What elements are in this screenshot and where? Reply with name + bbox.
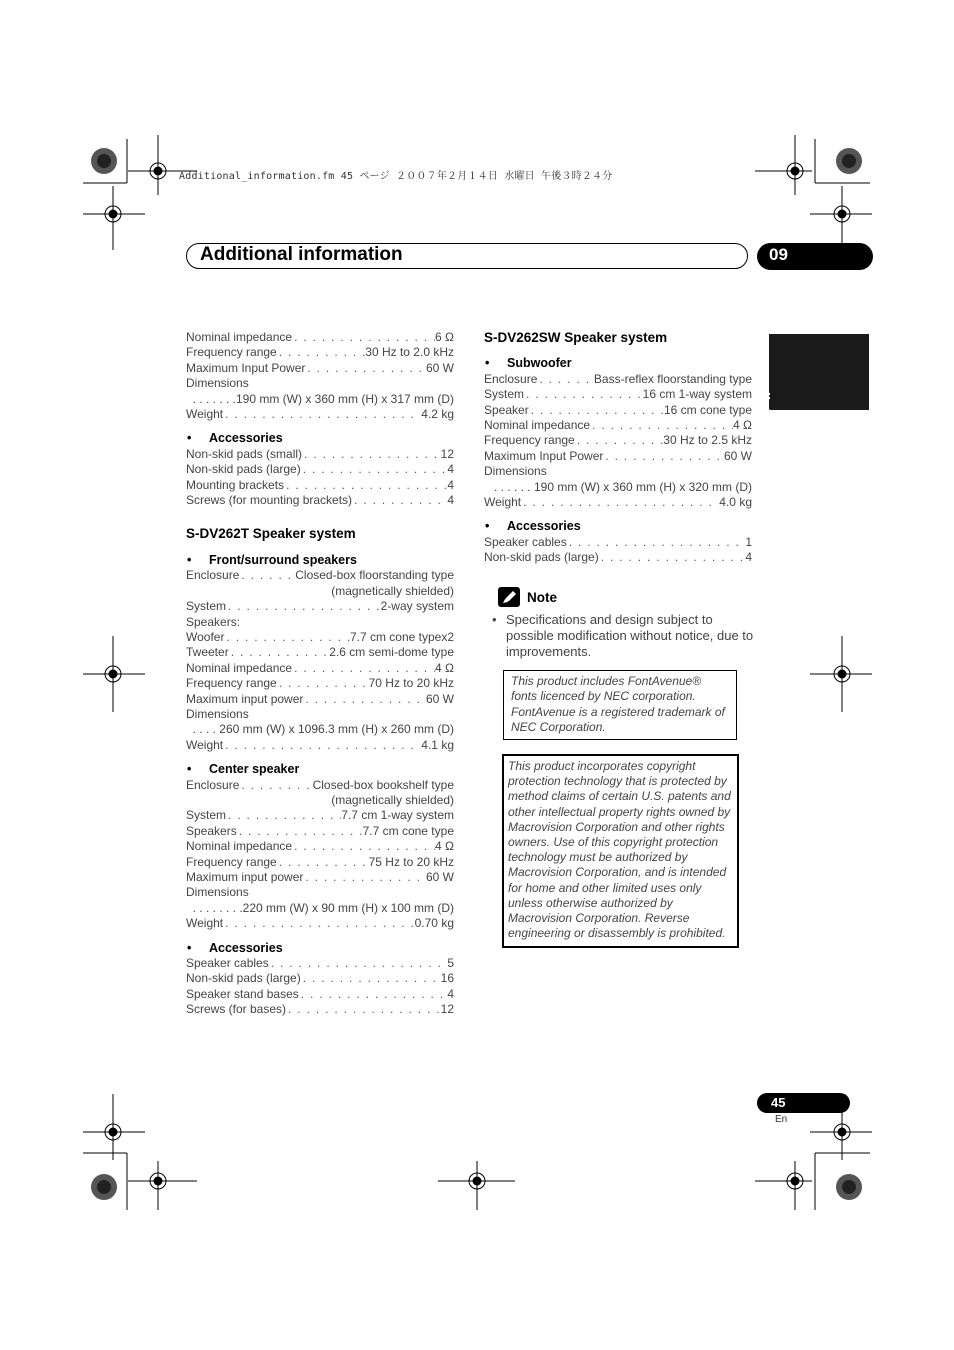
spec-row (484, 403, 752, 418)
leader-dots (529, 403, 664, 418)
leader-dots (567, 535, 746, 550)
leader-dots (226, 808, 341, 823)
center-dimensions-label: Dimensions (186, 885, 249, 900)
fontavenue-notice: This product includes FontAvenue® fonts licenced by NEC corporation. FontAvenue is a registered trademark of NEC Corporation. (503, 670, 737, 740)
spec-label: Mounting brackets (186, 477, 285, 492)
spec-row (186, 330, 454, 345)
spec-row (484, 495, 752, 510)
spec-row (186, 870, 454, 885)
spec-label: Nominal impedance (484, 418, 591, 433)
spec-row (186, 676, 454, 691)
leader-dots (575, 433, 664, 448)
spec-label: Speaker (484, 402, 529, 417)
note-text: Specifications and design subject to possible modification without notice, due to improvements. (506, 612, 754, 659)
spec-label: Screws (for bases) (186, 1002, 287, 1017)
front-surround-heading: • Front/surround speakers (187, 552, 357, 567)
spec-row (186, 568, 454, 583)
note-list (492, 612, 757, 660)
front-dimensions-label: Dimensions (186, 706, 249, 721)
copyright-notice: This product incorporates copyright protection technology that is protected by method claims of certain U.S. patents and other intellectual property rights owned by Macrovision Corporation and other rights owners. Use of this copyright protection technology must be authorized by Macrovision Corporation, and is intended for home and other limited uses only unless otherwise authorized by Macrovision Corporation. Reverse engineering or disassembly is prohibited. (502, 754, 739, 948)
spec-row (484, 387, 752, 402)
spec-value: 4.1 kg (421, 737, 454, 752)
left-column (186, 330, 454, 1018)
s-dv262sw-heading: S-DV262SW Speaker system (484, 330, 668, 345)
spec-row (186, 661, 454, 676)
leader-dots (239, 568, 295, 583)
spec-row (484, 550, 752, 565)
spec-value: 4 (745, 550, 752, 565)
spec-label: Maximum Input Power (186, 360, 306, 375)
spec-value: 30 Hz to 2.5 kHz (663, 433, 752, 448)
spec-row (186, 645, 454, 660)
page-number: 45 (771, 1095, 786, 1110)
spec-value: 4 Ω (435, 660, 454, 675)
leader-dots (301, 971, 441, 986)
leader-dots (224, 630, 349, 645)
spec-label: Enclosure (484, 371, 538, 386)
spec-row (484, 433, 752, 448)
note-bullet: • (492, 612, 497, 627)
leader-dots (229, 645, 330, 660)
spec-row (186, 855, 454, 870)
spec-label: Speaker cables (186, 956, 269, 971)
spec-label: Maximum Input Power (484, 448, 604, 463)
spec-label: Speakers (186, 823, 237, 838)
spec-row (186, 599, 454, 614)
spec-label: Weight (186, 407, 224, 422)
spec-value: 2.6 cm semi-dome type (329, 645, 454, 660)
spec-value: 16 cm 1-way system (642, 387, 752, 402)
spec-label: Enclosure (186, 777, 240, 792)
spec-value: 16 cm cone type (663, 402, 752, 417)
right-column (484, 330, 752, 566)
spec-row (186, 630, 454, 645)
center-dimensions-value: . . . . . . . .220 mm (W) x 90 mm (H) x 100 mm (D) (192, 900, 454, 915)
spec-value: 12 (440, 446, 454, 461)
spec-label: Non-skid pads (large) (186, 462, 301, 477)
spec-label: Weight (484, 495, 522, 510)
spec-label: Speaker stand bases (186, 986, 299, 1001)
spec-label: System (186, 599, 227, 614)
spec-value: 2-way system (380, 599, 454, 614)
spec-value: 60 W (723, 448, 752, 463)
spec-row (186, 824, 454, 839)
spec-row (186, 956, 454, 971)
dimensions-value: . . . . . . .190 mm (W) x 360 mm (H) x 317 mm (D) (192, 391, 454, 406)
leader-dots (292, 661, 435, 676)
spec-row (186, 808, 454, 823)
spec-value: 4 (447, 462, 454, 477)
spec-label: Non-skid pads (small) (186, 446, 303, 461)
note-pencil-icon (498, 587, 520, 607)
spec-row (484, 535, 752, 550)
spec-label: Frequency range (186, 854, 277, 869)
leader-dots (269, 956, 448, 971)
spec-label: Speaker cables (484, 534, 567, 549)
leader-dots (537, 372, 594, 387)
spec-label: Nominal impedance (186, 660, 293, 675)
spec-label: Enclosure (186, 568, 240, 583)
leader-dots (277, 676, 369, 691)
leader-dots (599, 550, 746, 565)
leader-dots (239, 778, 312, 793)
language-tab-label: English (755, 363, 772, 418)
leader-dots (521, 495, 719, 510)
leader-dots (305, 361, 426, 376)
spec-label: Non-skid pads (large) (186, 971, 301, 986)
spec-value: 6 Ω (435, 330, 454, 344)
spec-value: 70 Hz to 20 kHz (368, 676, 454, 691)
spec-row (186, 345, 454, 360)
spec-row (186, 361, 454, 376)
spec-label: System (484, 387, 525, 402)
spec-value: 16 (440, 971, 454, 986)
center-enclosure-note: (magnetically shielded) (331, 792, 454, 807)
sw-accessories-heading: • Accessories (485, 519, 581, 534)
spec-value: 60 W (425, 691, 454, 706)
spec-label: System (186, 808, 227, 823)
spec-label: Frequency range (484, 433, 575, 448)
spec-label: Nominal impedance (186, 839, 293, 854)
spec-row (484, 372, 752, 387)
spec-value: 60 W (425, 870, 454, 884)
leader-dots (292, 330, 435, 345)
page-language: En (775, 1114, 788, 1125)
spec-value: 4 (447, 493, 454, 508)
spec-value: 7.7 cm cone type (362, 823, 454, 838)
spec-value: 4 Ω (435, 839, 454, 854)
spec-value: 0.70 kg (414, 916, 454, 931)
spec-row (484, 449, 752, 464)
spec-label: Screws (for mounting brackets) (186, 493, 353, 508)
leader-dots (223, 738, 421, 753)
spec-label: Woofer (186, 629, 225, 644)
subwoofer-heading: • Subwoofer (485, 356, 572, 371)
spec-value: 5 (447, 956, 454, 971)
chapter-number: 09 (769, 245, 788, 264)
spec-label: Weight (186, 737, 224, 752)
center-speaker-heading: • Center speaker (187, 762, 300, 777)
spec-row (186, 493, 454, 508)
spec-value: 4.0 kg (719, 495, 752, 510)
spec-row (186, 462, 454, 477)
accessories-heading: • Accessories (187, 431, 283, 446)
leader-dots (301, 462, 448, 477)
leader-dots (603, 449, 724, 464)
leader-dots (352, 493, 447, 508)
spec-row (484, 418, 752, 433)
front-enclosure-note: (magnetically shielded) (331, 583, 454, 598)
leader-dots (223, 407, 421, 422)
spec-label: Frequency range (186, 676, 277, 691)
leader-dots (237, 824, 363, 839)
s-dv262t-heading: S-DV262T Speaker system (186, 526, 356, 542)
leader-dots (303, 692, 426, 707)
spec-label: Tweeter (186, 645, 229, 660)
spec-row (186, 478, 454, 493)
spec-value: Bass-reflex floorstanding type (593, 371, 752, 386)
sub-dimensions-value: . . . . . . 190 mm (W) x 360 mm (H) x 320 mm (D) (493, 479, 752, 494)
spec-value: 12 (440, 1002, 454, 1017)
spec-label: Non-skid pads (large) (484, 550, 599, 565)
spec-value: 30 Hz to 2.0 kHz (365, 345, 454, 360)
spec-value: 1 (745, 534, 752, 549)
spec-row (186, 407, 454, 422)
page-title: Additional information (200, 244, 403, 265)
spec-value: 4.2 kg (421, 407, 454, 422)
leader-dots (292, 839, 435, 854)
leader-dots (284, 478, 447, 493)
spec-row (186, 738, 454, 753)
spec-row (186, 987, 454, 1002)
spec-label: Frequency range (186, 345, 277, 360)
spec-row (186, 692, 454, 707)
leader-dots (277, 855, 369, 870)
leader-dots (590, 418, 733, 433)
leader-dots (223, 916, 414, 931)
leader-dots (303, 870, 426, 885)
spec-label: Nominal impedance (186, 330, 293, 344)
spec-value: Closed-box floorstanding type (295, 568, 454, 583)
spec-row (186, 778, 454, 793)
spec-row (186, 447, 454, 462)
spec-value: 75 Hz to 20 kHz (368, 854, 454, 869)
spec-label: Weight (186, 916, 224, 931)
file-info-line: Additional_information.fm 45 ページ ２００７年２月１４日 水曜日 午後３時２４分 (179, 171, 613, 182)
spec-row (186, 971, 454, 986)
spec-label: Maximum input power (186, 691, 304, 706)
leader-dots (524, 387, 643, 402)
spec-row (186, 916, 454, 931)
leader-dots (226, 599, 381, 614)
language-tab (769, 334, 869, 410)
leader-dots (277, 345, 366, 360)
spec-label: Maximum input power (186, 870, 304, 884)
leader-dots (286, 1002, 441, 1017)
leader-dots (299, 987, 448, 1002)
spec-value: Closed-box bookshelf type (312, 777, 454, 792)
spec-row (186, 1002, 454, 1017)
dimensions-label: Dimensions (186, 376, 249, 391)
note-label: Note (527, 590, 557, 605)
leader-dots (302, 447, 441, 462)
spec-value: 7.7 cm 1-way system (341, 808, 454, 823)
spec-value: 4 (447, 477, 454, 492)
spec-value: 7.7 cm cone typex2 (349, 629, 454, 644)
speakers-label: Speakers: (186, 614, 241, 629)
spec-value: 4 Ω (733, 418, 752, 433)
accessories2-heading: • Accessories (187, 940, 283, 955)
spec-value: 4 (447, 986, 454, 1001)
spec-value: 60 W (425, 360, 454, 375)
sub-dimensions-label: Dimensions (484, 464, 547, 479)
front-dimensions-value: . . . . 260 mm (W) x 1096.3 mm (H) x 260 mm (D) (192, 722, 454, 737)
spec-row (186, 839, 454, 854)
